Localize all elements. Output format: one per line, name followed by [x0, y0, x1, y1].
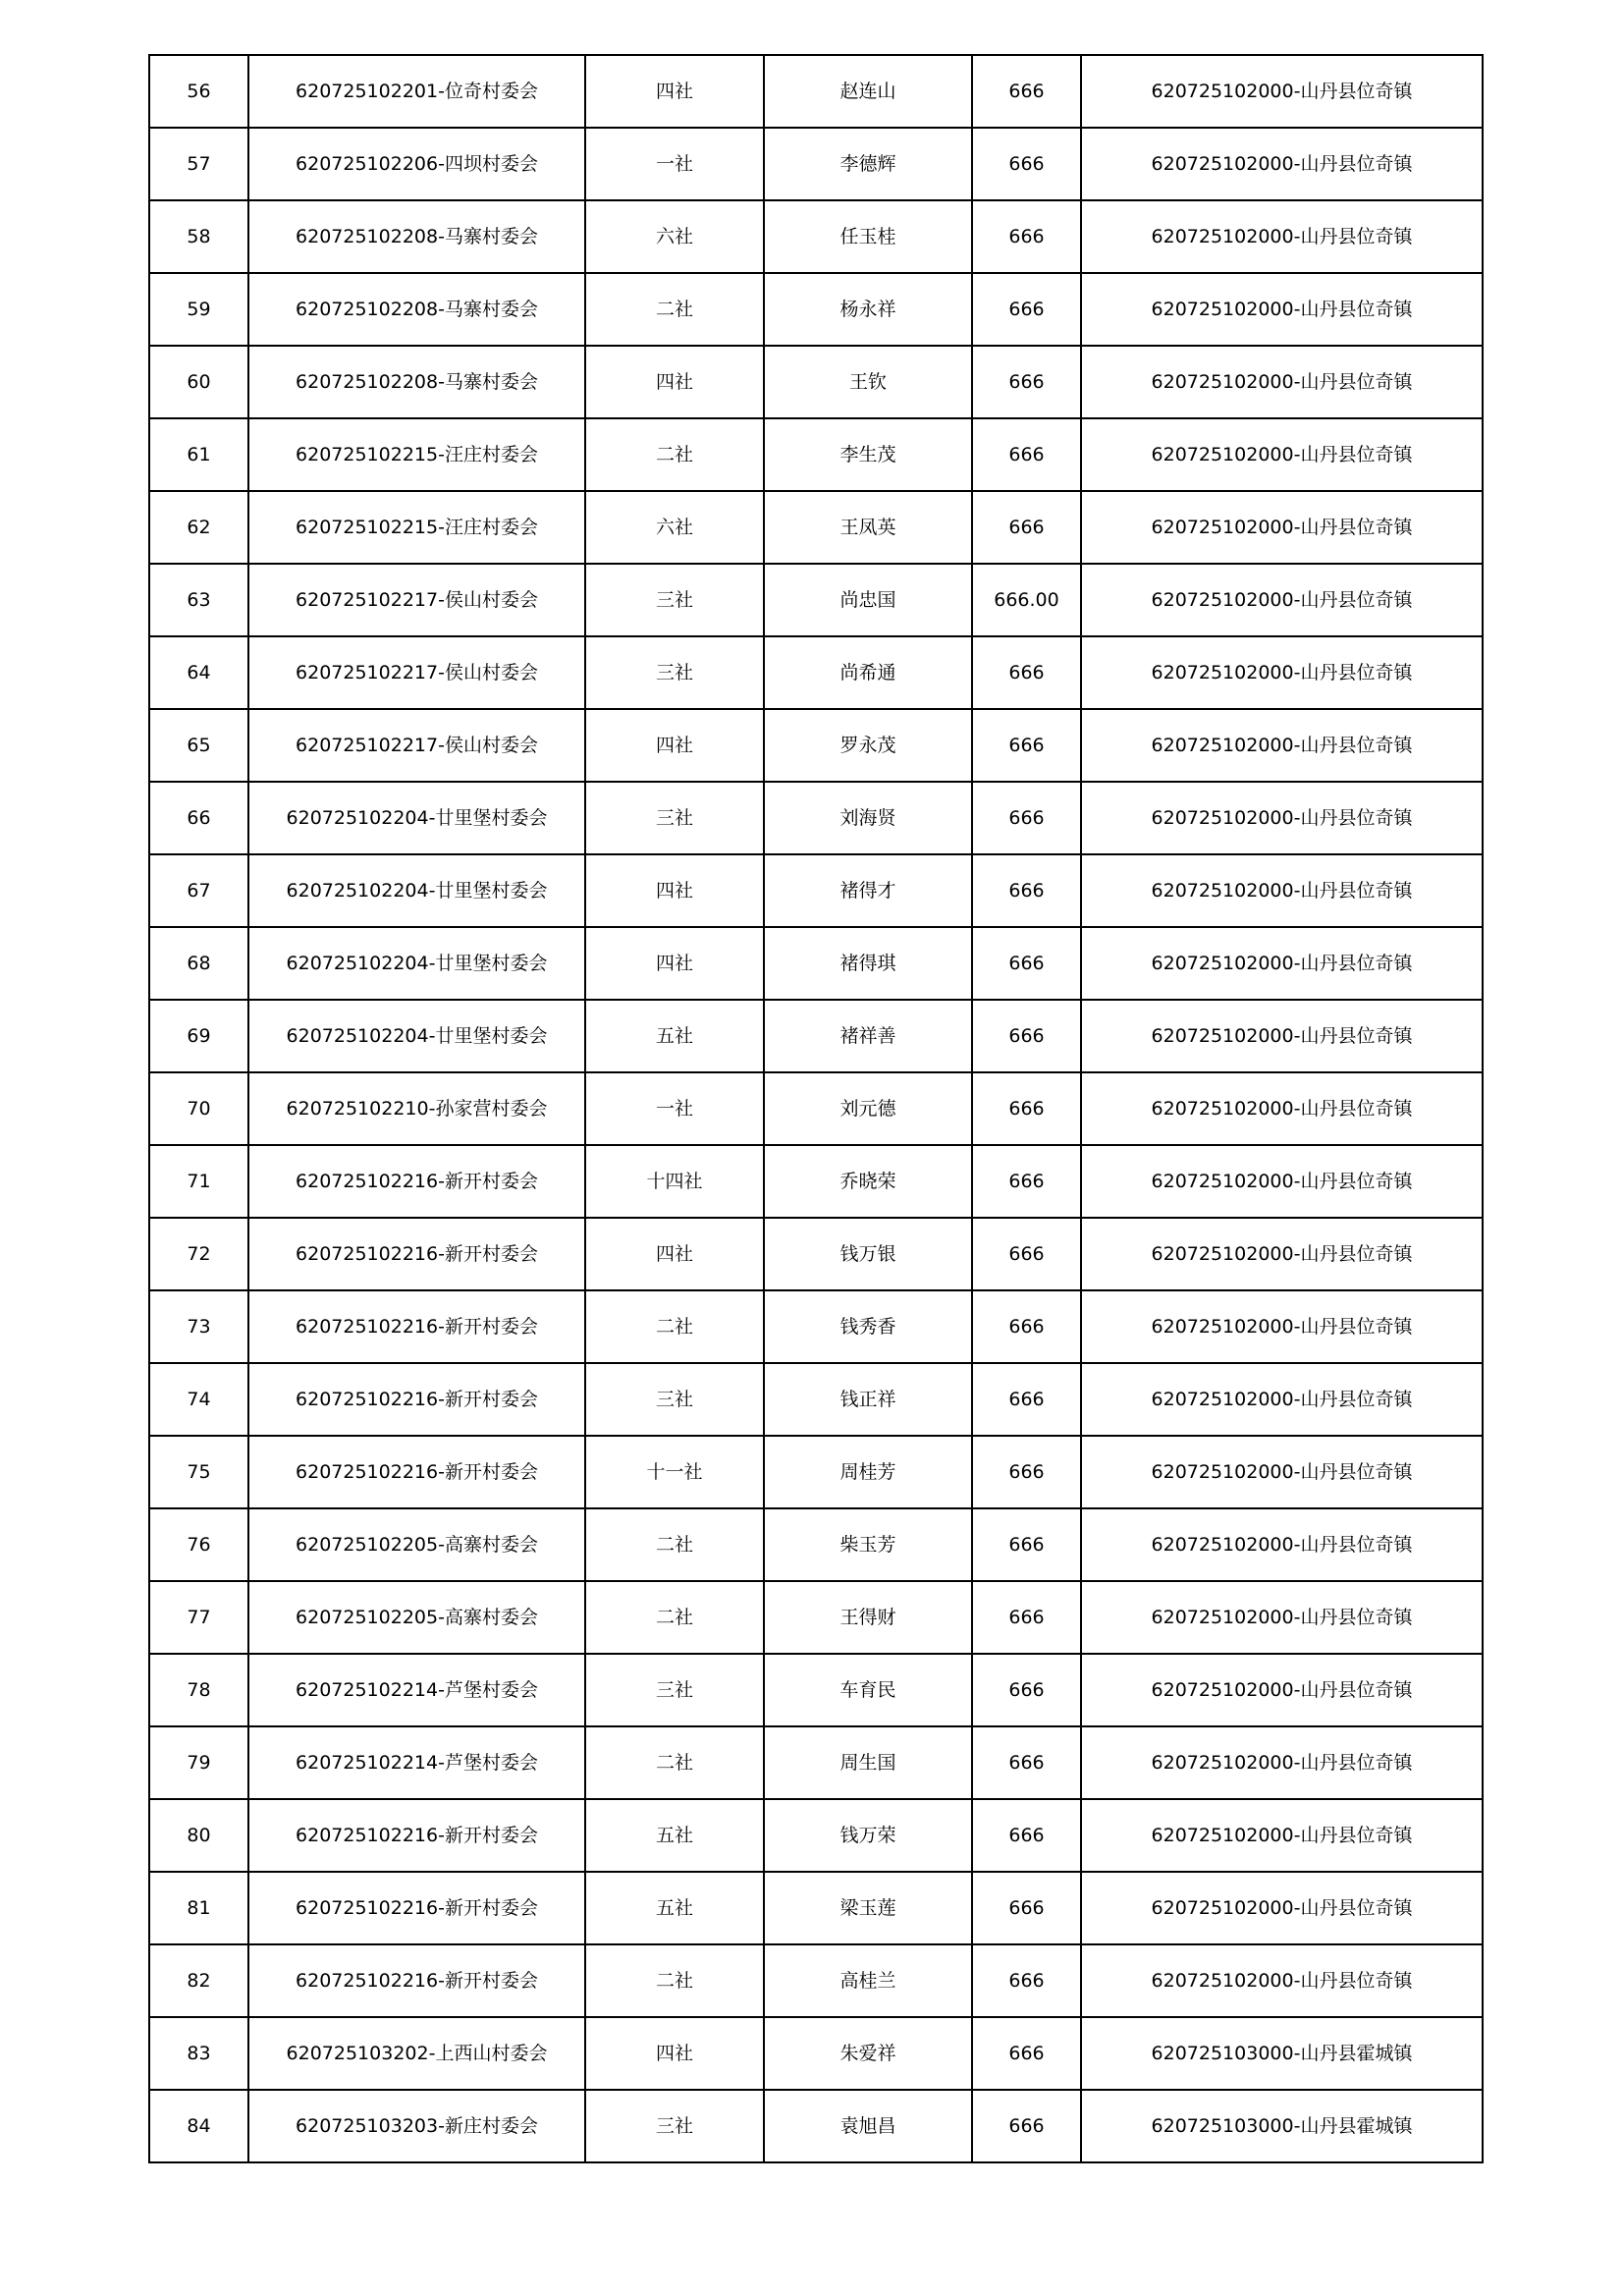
village-committee-cell: 620725102216-新开村委会 — [248, 1944, 585, 2017]
town-cell: 620725102000-山丹县位奇镇 — [1081, 1145, 1483, 1218]
village-committee-cell: 620725102216-新开村委会 — [248, 1363, 585, 1436]
group-cell: 六社 — [585, 491, 764, 564]
person-name-cell: 任玉桂 — [764, 200, 972, 273]
person-name-cell: 赵连山 — [764, 55, 972, 128]
table-row — [149, 1145, 1483, 1218]
table-row — [149, 564, 1483, 636]
row-number-cell: 57 — [149, 128, 248, 200]
row-number-cell: 67 — [149, 854, 248, 927]
town-cell: 620725102000-山丹县位奇镇 — [1081, 55, 1483, 128]
village-committee-cell: 620725102217-侯山村委会 — [248, 709, 585, 782]
group-cell: 二社 — [585, 1944, 764, 2017]
amount-cell: 666 — [972, 1581, 1081, 1654]
table-row — [149, 1436, 1483, 1508]
person-name-cell: 钱万荣 — [764, 1799, 972, 1872]
person-name-cell: 乔晓荣 — [764, 1145, 972, 1218]
group-cell: 二社 — [585, 1726, 764, 1799]
group-cell: 五社 — [585, 1799, 764, 1872]
row-number-cell: 66 — [149, 782, 248, 854]
town-cell: 620725102000-山丹县位奇镇 — [1081, 854, 1483, 927]
village-committee-cell: 620725102215-汪庄村委会 — [248, 491, 585, 564]
group-cell: 三社 — [585, 2090, 764, 2162]
group-cell: 四社 — [585, 346, 764, 418]
row-number-cell: 83 — [149, 2017, 248, 2090]
amount-cell: 666 — [972, 1726, 1081, 1799]
person-name-cell: 钱秀香 — [764, 1290, 972, 1363]
table-row — [149, 273, 1483, 346]
amount-cell: 666 — [972, 709, 1081, 782]
person-name-cell: 尚希通 — [764, 636, 972, 709]
town-cell: 620725102000-山丹县位奇镇 — [1081, 200, 1483, 273]
town-cell: 620725102000-山丹县位奇镇 — [1081, 709, 1483, 782]
table-row — [149, 1872, 1483, 1944]
person-name-cell: 刘海贤 — [764, 782, 972, 854]
person-name-cell: 朱爱祥 — [764, 2017, 972, 2090]
group-cell: 一社 — [585, 1072, 764, 1145]
group-cell: 四社 — [585, 55, 764, 128]
amount-cell: 666 — [972, 491, 1081, 564]
village-committee-cell: 620725102217-侯山村委会 — [248, 564, 585, 636]
amount-cell: 666 — [972, 418, 1081, 491]
village-committee-cell: 620725102204-廿里堡村委会 — [248, 1000, 585, 1072]
village-committee-cell: 620725102216-新开村委会 — [248, 1436, 585, 1508]
group-cell: 四社 — [585, 709, 764, 782]
row-number-cell: 56 — [149, 55, 248, 128]
amount-cell: 666 — [972, 1290, 1081, 1363]
amount-cell: 666 — [972, 1218, 1081, 1290]
amount-cell: 666 — [972, 1072, 1081, 1145]
village-committee-cell: 620725102208-马寨村委会 — [248, 200, 585, 273]
amount-cell: 666 — [972, 1000, 1081, 1072]
row-number-cell: 81 — [149, 1872, 248, 1944]
person-name-cell: 杨永祥 — [764, 273, 972, 346]
town-cell: 620725102000-山丹县位奇镇 — [1081, 1872, 1483, 1944]
table-row — [149, 709, 1483, 782]
table-row — [149, 200, 1483, 273]
village-committee-cell: 620725102210-孙家营村委会 — [248, 1072, 585, 1145]
village-committee-cell: 620725102214-芦堡村委会 — [248, 1654, 585, 1726]
amount-cell: 666 — [972, 1654, 1081, 1726]
person-name-cell: 袁旭昌 — [764, 2090, 972, 2162]
town-cell: 620725102000-山丹县位奇镇 — [1081, 491, 1483, 564]
row-number-cell: 68 — [149, 927, 248, 1000]
row-number-cell: 69 — [149, 1000, 248, 1072]
table-row — [149, 636, 1483, 709]
amount-cell: 666 — [972, 927, 1081, 1000]
row-number-cell: 79 — [149, 1726, 248, 1799]
person-name-cell: 钱万银 — [764, 1218, 972, 1290]
row-number-cell: 63 — [149, 564, 248, 636]
village-committee-cell: 620725102208-马寨村委会 — [248, 346, 585, 418]
town-cell: 620725102000-山丹县位奇镇 — [1081, 564, 1483, 636]
town-cell: 620725102000-山丹县位奇镇 — [1081, 1000, 1483, 1072]
town-cell: 620725102000-山丹县位奇镇 — [1081, 1436, 1483, 1508]
amount-cell: 666 — [972, 346, 1081, 418]
town-cell: 620725102000-山丹县位奇镇 — [1081, 1508, 1483, 1581]
person-name-cell: 罗永茂 — [764, 709, 972, 782]
village-committee-cell: 620725102204-廿里堡村委会 — [248, 927, 585, 1000]
village-committee-cell: 620725102216-新开村委会 — [248, 1799, 585, 1872]
table-row — [149, 1944, 1483, 2017]
group-cell: 四社 — [585, 927, 764, 1000]
village-committee-cell: 620725102205-高寨村委会 — [248, 1581, 585, 1654]
amount-cell: 666 — [972, 1363, 1081, 1436]
village-committee-cell: 620725102216-新开村委会 — [248, 1872, 585, 1944]
town-cell: 620725102000-山丹县位奇镇 — [1081, 782, 1483, 854]
row-number-cell: 82 — [149, 1944, 248, 2017]
village-committee-cell: 620725102216-新开村委会 — [248, 1290, 585, 1363]
amount-cell: 666 — [972, 1508, 1081, 1581]
row-number-cell: 71 — [149, 1145, 248, 1218]
group-cell: 五社 — [585, 1872, 764, 1944]
row-number-cell: 76 — [149, 1508, 248, 1581]
group-cell: 三社 — [585, 1654, 764, 1726]
village-committee-cell: 620725103203-新庄村委会 — [248, 2090, 585, 2162]
amount-cell: 666 — [972, 273, 1081, 346]
person-name-cell: 梁玉莲 — [764, 1872, 972, 1944]
person-name-cell: 尚忠国 — [764, 564, 972, 636]
table-row — [149, 1290, 1483, 1363]
town-cell: 620725102000-山丹县位奇镇 — [1081, 1363, 1483, 1436]
group-cell: 十四社 — [585, 1145, 764, 1218]
village-committee-cell: 620725103202-上西山村委会 — [248, 2017, 585, 2090]
table-row — [149, 1726, 1483, 1799]
table-row — [149, 1363, 1483, 1436]
row-number-cell: 60 — [149, 346, 248, 418]
roster-table-body — [149, 55, 1483, 2162]
table-row — [149, 927, 1483, 1000]
amount-cell: 666 — [972, 1944, 1081, 2017]
group-cell: 三社 — [585, 1363, 764, 1436]
row-number-cell: 58 — [149, 200, 248, 273]
person-name-cell: 周桂芳 — [764, 1436, 972, 1508]
group-cell: 三社 — [585, 782, 764, 854]
table-row — [149, 346, 1483, 418]
row-number-cell: 62 — [149, 491, 248, 564]
row-number-cell: 73 — [149, 1290, 248, 1363]
village-committee-cell: 620725102216-新开村委会 — [248, 1218, 585, 1290]
table-row — [149, 1072, 1483, 1145]
town-cell: 620725102000-山丹县位奇镇 — [1081, 1581, 1483, 1654]
town-cell: 620725102000-山丹县位奇镇 — [1081, 1072, 1483, 1145]
amount-cell: 666 — [972, 128, 1081, 200]
amount-cell: 666 — [972, 200, 1081, 273]
village-committee-cell: 620725102217-侯山村委会 — [248, 636, 585, 709]
town-cell: 620725102000-山丹县位奇镇 — [1081, 927, 1483, 1000]
row-number-cell: 59 — [149, 273, 248, 346]
town-cell: 620725102000-山丹县位奇镇 — [1081, 418, 1483, 491]
table-row — [149, 854, 1483, 927]
table-row — [149, 1000, 1483, 1072]
group-cell: 四社 — [585, 854, 764, 927]
group-cell: 二社 — [585, 418, 764, 491]
town-cell: 620725102000-山丹县位奇镇 — [1081, 346, 1483, 418]
person-name-cell: 李德辉 — [764, 128, 972, 200]
amount-cell: 666 — [972, 1872, 1081, 1944]
group-cell: 三社 — [585, 564, 764, 636]
amount-cell: 666 — [972, 1799, 1081, 1872]
amount-cell: 666 — [972, 2090, 1081, 2162]
amount-cell: 666 — [972, 636, 1081, 709]
town-cell: 620725102000-山丹县位奇镇 — [1081, 1944, 1483, 2017]
village-committee-cell: 620725102208-马寨村委会 — [248, 273, 585, 346]
amount-cell: 666 — [972, 782, 1081, 854]
table-row — [149, 2090, 1483, 2162]
group-cell: 二社 — [585, 1290, 764, 1363]
group-cell: 五社 — [585, 1000, 764, 1072]
person-name-cell: 王钦 — [764, 346, 972, 418]
person-name-cell: 褚祥善 — [764, 1000, 972, 1072]
group-cell: 十一社 — [585, 1436, 764, 1508]
group-cell: 一社 — [585, 128, 764, 200]
row-number-cell: 77 — [149, 1581, 248, 1654]
group-cell: 六社 — [585, 200, 764, 273]
row-number-cell: 70 — [149, 1072, 248, 1145]
person-name-cell: 周生国 — [764, 1726, 972, 1799]
person-name-cell: 钱正祥 — [764, 1363, 972, 1436]
town-cell: 620725102000-山丹县位奇镇 — [1081, 1799, 1483, 1872]
row-number-cell: 74 — [149, 1363, 248, 1436]
amount-cell: 666.00 — [972, 564, 1081, 636]
amount-cell: 666 — [972, 2017, 1081, 2090]
group-cell: 二社 — [585, 273, 764, 346]
group-cell: 二社 — [585, 1581, 764, 1654]
town-cell: 620725102000-山丹县位奇镇 — [1081, 1290, 1483, 1363]
row-number-cell: 78 — [149, 1654, 248, 1726]
person-name-cell: 李生茂 — [764, 418, 972, 491]
person-name-cell: 车育民 — [764, 1654, 972, 1726]
group-cell: 四社 — [585, 1218, 764, 1290]
table-row — [149, 1799, 1483, 1872]
group-cell: 二社 — [585, 1508, 764, 1581]
amount-cell: 666 — [972, 1436, 1081, 1508]
village-committee-cell: 620725102215-汪庄村委会 — [248, 418, 585, 491]
town-cell: 620725102000-山丹县位奇镇 — [1081, 128, 1483, 200]
town-cell: 620725102000-山丹县位奇镇 — [1081, 636, 1483, 709]
town-cell: 620725102000-山丹县位奇镇 — [1081, 1726, 1483, 1799]
table-row — [149, 1508, 1483, 1581]
row-number-cell: 65 — [149, 709, 248, 782]
table-row — [149, 2017, 1483, 2090]
row-number-cell: 84 — [149, 2090, 248, 2162]
amount-cell: 666 — [972, 854, 1081, 927]
table-row — [149, 55, 1483, 128]
town-cell: 620725102000-山丹县位奇镇 — [1081, 1218, 1483, 1290]
amount-cell: 666 — [972, 55, 1081, 128]
table-row — [149, 1218, 1483, 1290]
village-committee-cell: 620725102204-廿里堡村委会 — [248, 782, 585, 854]
person-name-cell: 褚得才 — [764, 854, 972, 927]
row-number-cell: 72 — [149, 1218, 248, 1290]
person-name-cell: 柴玉芳 — [764, 1508, 972, 1581]
table-row — [149, 1581, 1483, 1654]
group-cell: 四社 — [585, 2017, 764, 2090]
row-number-cell: 80 — [149, 1799, 248, 1872]
table-row — [149, 418, 1483, 491]
roster-table — [148, 54, 1484, 2163]
table-row — [149, 782, 1483, 854]
table-row — [149, 128, 1483, 200]
village-committee-cell: 620725102206-四坝村委会 — [248, 128, 585, 200]
town-cell: 620725103000-山丹县霍城镇 — [1081, 2017, 1483, 2090]
person-name-cell: 王得财 — [764, 1581, 972, 1654]
village-committee-cell: 620725102205-高寨村委会 — [248, 1508, 585, 1581]
person-name-cell: 刘元德 — [764, 1072, 972, 1145]
town-cell: 620725102000-山丹县位奇镇 — [1081, 273, 1483, 346]
row-number-cell: 75 — [149, 1436, 248, 1508]
group-cell: 三社 — [585, 636, 764, 709]
village-committee-cell: 620725102204-廿里堡村委会 — [248, 854, 585, 927]
table-row — [149, 491, 1483, 564]
table-row — [149, 1654, 1483, 1726]
town-cell: 620725103000-山丹县霍城镇 — [1081, 2090, 1483, 2162]
village-committee-cell: 620725102216-新开村委会 — [248, 1145, 585, 1218]
village-committee-cell: 620725102214-芦堡村委会 — [248, 1726, 585, 1799]
amount-cell: 666 — [972, 1145, 1081, 1218]
row-number-cell: 64 — [149, 636, 248, 709]
person-name-cell: 高桂兰 — [764, 1944, 972, 2017]
row-number-cell: 61 — [149, 418, 248, 491]
town-cell: 620725102000-山丹县位奇镇 — [1081, 1654, 1483, 1726]
person-name-cell: 褚得琪 — [764, 927, 972, 1000]
village-committee-cell: 620725102201-位奇村委会 — [248, 55, 585, 128]
person-name-cell: 王凤英 — [764, 491, 972, 564]
